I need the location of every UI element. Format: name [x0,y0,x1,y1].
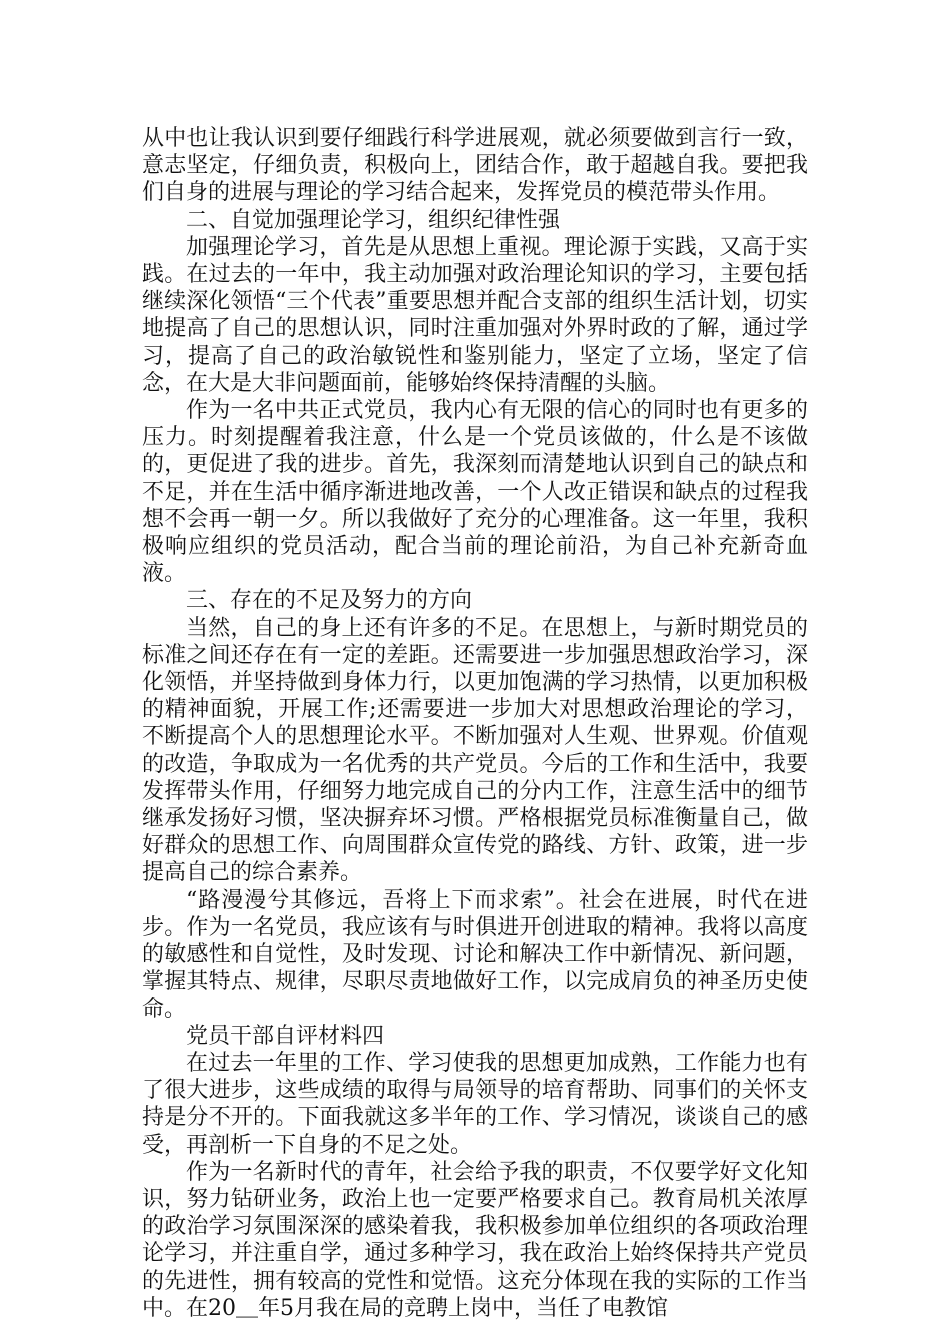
paragraph-4: 作为一名中共正式党员，我内心有无限的信心的同时也有更多的压力。时刻提醒着我注意，什么是一个党员该做的，什么是不该做的，更促进了我的进步。首先，我深刻而清楚地认识到自己的缺点和不足，并在生活中循序渐进地改善，一个人改正错误和缺点的过程我想不会再一朝一夕。所以我做好了充分的心理准备。这一年里，我积极响应组织的党员活动，配合当前的理论前沿，为自己补充新奇血液。 [142,398,808,587]
section-heading-3: 三、存在的不足及努力的方向 [186,588,473,614]
paragraph-10: 作为一名新时代的青年，社会给予我的职责，不仅要学好文化知识，努力钻研业务，政治上也一定要严格要求自己。教育局机关浓厚的政治学习氛围深深的感染着我，我积极参加单位组织的各项政治理论学习，并注重自学，通过多种学习，我在政治上始终保持共产党员的先进性，拥有较高的党性和觉悟。这充分体现在我的实际的工作当中。在20＿年5月我在局的竞聘上岗中，当任了电教馆 [142,1159,808,1321]
paragraph-9: 在过去一年里的工作、学习使我的思想更加成熟，工作能力也有了很大进步，这些成绩的取得与局领导的培育帮助、同事们的关怀支持是分不开的。下面我就这多半年的工作、学习情况，谈谈自己的感受，再剖析一下自身的不足之处。 [142,1050,808,1158]
paragraph-1: 从中也让我认识到要仔细践行科学进展观，就必须要做到言行一致，意志坚定，仔细负责，积极向上，团结合作，敢于超越自我。要把我们自身的进展与理论的学习结合起来，发挥党员的模范带头作用。 [142,126,808,206]
paragraph-3: 加强理论学习，首先是从思想上重视。理论源于实践，又高于实践。在过去的一年中，我主动加强对政治理论知识的学习，主要包括继续深化领悟“三个代表”重要思想并配合支部的组织生活计划，切实地提高了自己的思想认识，同时注重加强对外界时政的了解，通过学习，提高了自己的政治敏锐性和鉴别能力，坚定了立场，坚定了信念，在大是大非问题面前，能够始终保持清醒的头脑。 [142,234,808,396]
section-heading-2: 二、自觉加强理论学习，组织纪律性强 [186,207,561,233]
paragraph-6: 当然，自己的身上还有许多的不足。在思想上，与新时期党员的标准之间还存在有一定的差距。还需要进一步加强思想政治学习，深化领悟，并坚持做到身体力行，以更加饱满的学习热情，以更加积极的精神面貌，开展工作;还需要进一步加大对思想政治理论的学习，不断提高个人的思想理论水平。不断加强对人生观、世界观。价值观的改造，争取成为一名优秀的共产党员。今后的工作和生活中，我要发挥带头作用，仔细努力地完成自己的分内工作，注意生活中的细节继承发扬好习惯，坚决摒弃坏习惯。严格根据党员标准衡量自己，做好群众的思想工作、向周围群众宣传党的路线、方针、政策，进一步提高自己的综合素养。 [142,615,808,886]
material-title: 党员干部自评材料四 [186,1023,385,1049]
document-body [142,125,808,1322]
paragraph-7: “路漫漫兮其修远，吾将上下而求索”。社会在进展，时代在进步。作为一名党员，我应该有与时俱进开创进取的精神。我将以高度的敏感性和自觉性，及时发现、讨论和解决工作中新情况、新问题，掌握其特点、规律，尽职尽责地做好工作，以完成肩负的神圣历史使命。 [142,887,808,1022]
